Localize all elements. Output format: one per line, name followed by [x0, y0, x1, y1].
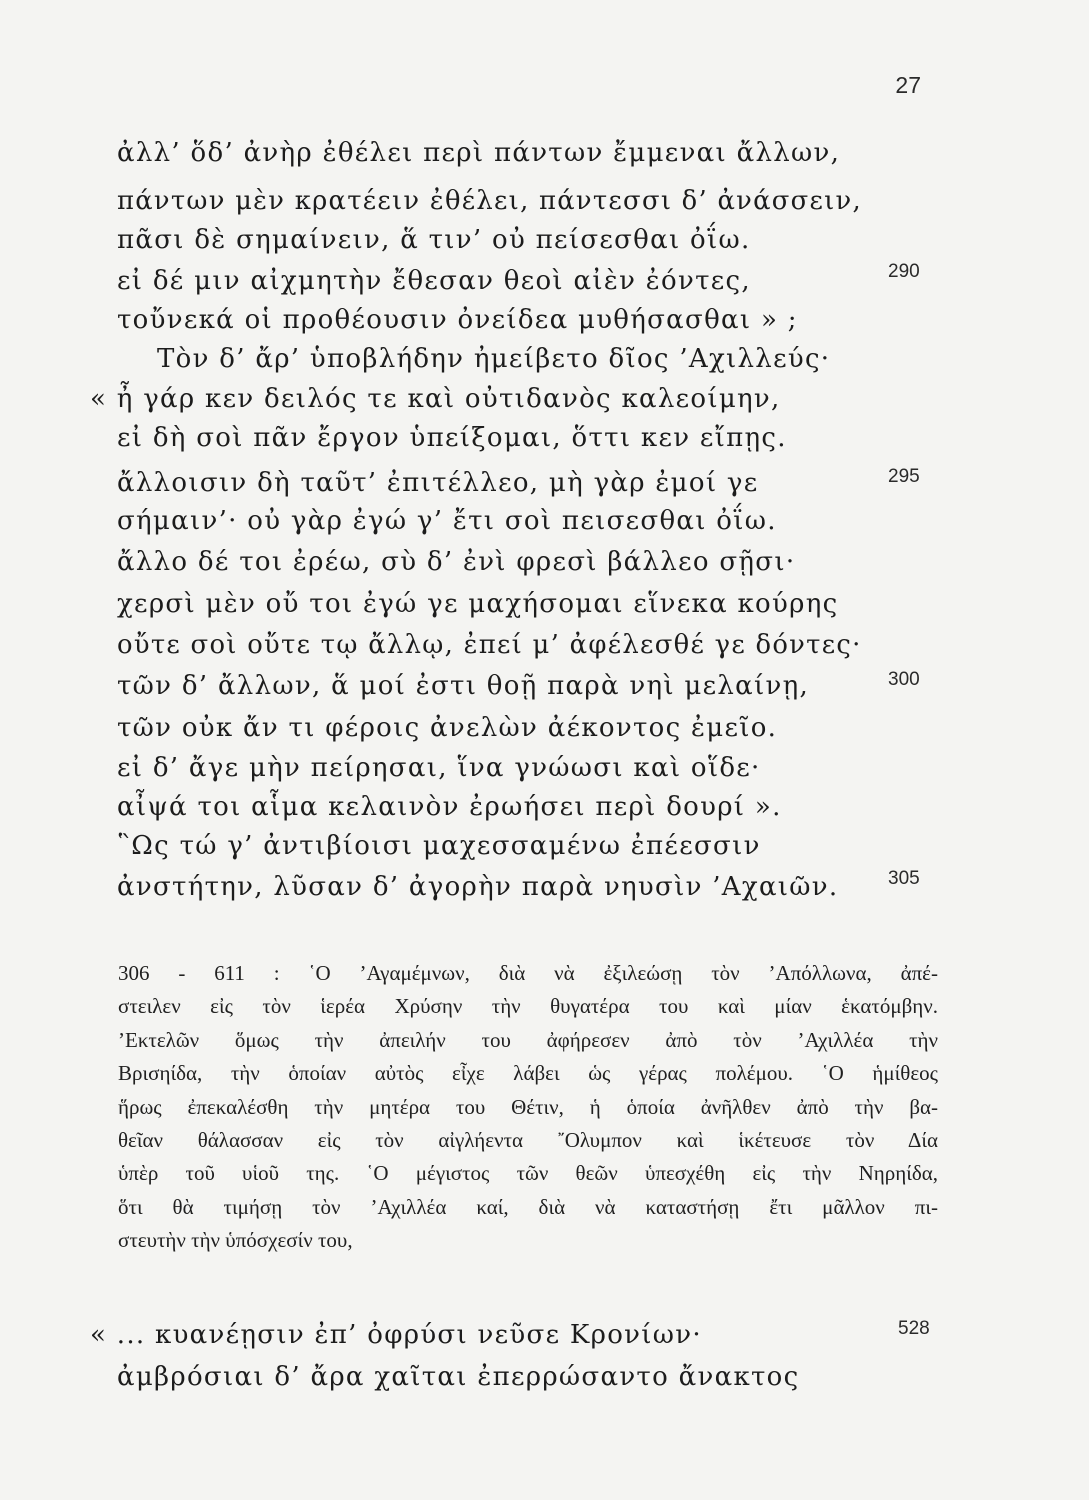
verse-line-6: Τὸν δ’ ἄρ’ ὑποβλήδην ἠμείβετο δῖος ’Αχιλλεύς· — [157, 344, 831, 374]
prose-summary — [118, 957, 938, 1258]
summary-line-1: 306 - 611 : ῾Ο ’Αγαμέμνων, διὰ νὰ ἐξιλεώσῃ τὸν ’Απόλλωνα, ἀπέ- — [118, 961, 938, 985]
line-number-300: 300 — [888, 669, 920, 690]
summary-line-9: στευτὴν τὴν ὑπόσχεσίν του, — [118, 1228, 353, 1253]
verse-line-2: πάντων μὲν κρατέειν ἐθέλει, πάντεσσι δ’ ἀνάσσειν, — [117, 186, 862, 216]
line-number-528: 528 — [898, 1318, 930, 1339]
summary-line-8: ὅτι θὰ τιμήσῃ τὸν ’Αχιλλέα καί, διὰ νὰ καταστήσῃ ἔτι μᾶλλον πι- — [118, 1194, 938, 1219]
verse-line-17: αἶψά τοι αἷμα κελαινὸν ἐρωήσει περὶ δουρί ». — [117, 792, 782, 822]
summary-line-5: ἥρως ἐπεκαλέσθη τὴν μητέρα του Θέτιν, ἡ ὁποία ἀνῆλθεν ἀπὸ τὴν βα- — [118, 1094, 938, 1119]
verse-line-5: τοὔνεκά οἱ προθέουσιν ὀνείδεα μυθήσασθαι » ; — [117, 305, 798, 335]
verse-line-11: ἄλλο δέ τοι ἐρέω, σὺ δ’ ἐνὶ φρεσὶ βάλλεο σῇσι· — [117, 547, 796, 577]
verse-line-15: τῶν οὐκ ἄν τι φέροις ἀνελὼν ἀέκοντος ἐμεῖο. — [117, 713, 778, 743]
page-number: 27 — [895, 72, 921, 98]
verse-line-9: ἄλλοισιν δὴ ταῦτ’ ἐπιτέλλεο, μὴ γὰρ ἐμοί γε — [117, 468, 759, 498]
verse-line-14: τῶν δ’ ἄλλων, ἅ μοί ἐστι θοῇ παρὰ νηὶ μελαίνῃ, — [117, 671, 810, 701]
verse-line-7: « ἦ γάρ κεν δειλός τε καὶ οὐτιδανὸς καλεοίμην, — [90, 384, 781, 414]
verse-line-18: ῝Ως τώ γ’ ἀντιβίοισι μαχεσσαμένω ἐπέεσσιν — [117, 831, 761, 861]
summary-line-3: ’Εκτελῶν ὅμως τὴν ἀπειλήν του ἀφήρεσεν ἀπὸ τὸν ’Αχιλλέα τὴν — [118, 1027, 938, 1052]
summary-line-6: θεῖαν θάλασσαν εἰς τὸν αἰγλήεντα ῎Ολυμπον καὶ ἱκέτευσε τὸν Δία — [118, 1127, 938, 1152]
closing-verse-line-1: « ... κυανέῃσιν ἐπ’ ὀφρύσι νεῦσε Κρονίων· — [90, 1320, 702, 1350]
verse-line-4: εἰ δέ μιν αἰχμητὴν ἔθεσαν θεοὶ αἰὲν ἐόντες, — [117, 266, 751, 296]
line-number-295: 295 — [888, 466, 920, 487]
verse-line-10: σήμαιν’· οὐ γὰρ ἐγώ γ’ ἔτι σοὶ πεισεσθαι ὀΐω. — [117, 506, 777, 536]
closing-verse-line-2: ἀμβρόσιαι δ’ ἄρα χαῖται ἐπερρώσαντο ἄνακτος — [117, 1362, 800, 1392]
summary-line-2: στειλεν εἰς τὸν ἱερέα Χρύσην τὴν θυγατέρα του καὶ μίαν ἑκατόμβην. — [118, 994, 938, 1019]
summary-line-7: ὑπὲρ τοῦ υἱοῦ της. ῾Ο μέγιστος τῶν θεῶν ὑπεσχέθη εἰς τὴν Νηρηίδα, — [118, 1161, 938, 1186]
verse-line-16: εἰ δ’ ἄγε μὴν πείρησαι, ἵνα γνώωσι καὶ οἵδε· — [117, 753, 761, 783]
verse-line-8: εἰ δὴ σοὶ πᾶν ἔργον ὑπείξομαι, ὅττι κεν εἴπῃς. — [117, 423, 787, 453]
verse-line-12: χερσὶ μὲν οὔ τοι ἐγώ γε μαχήσομαι εἵνεκα κούρης — [117, 589, 839, 619]
summary-line-4: Βρισηίδα, τὴν ὁποίαν αὐτὸς εἶχε λάβει ὡς γέρας πολέμου. ῾Ο ἡμίθεος — [118, 1061, 938, 1086]
verse-line-3: πᾶσι δὲ σημαίνειν, ἅ τιν’ οὐ πείσεσθαι ὀΐω. — [117, 225, 751, 255]
verse-line-13: οὔτε σοὶ οὔτε τῳ ἄλλῳ, ἐπεί μ’ ἀφέλεσθέ γε δόντες· — [117, 630, 862, 660]
verse-line-19: ἀνστήτην, λῦσαν δ’ ἀγορὴν παρὰ νηυσὶν ’Αχαιῶν. — [117, 872, 839, 902]
line-number-305: 305 — [888, 868, 920, 889]
verse-line-1: ἀλλ’ ὅδ’ ἀνὴρ ἐθέλει περὶ πάντων ἔμμεναι ἄλλων, — [117, 138, 841, 168]
line-number-290: 290 — [888, 261, 920, 282]
